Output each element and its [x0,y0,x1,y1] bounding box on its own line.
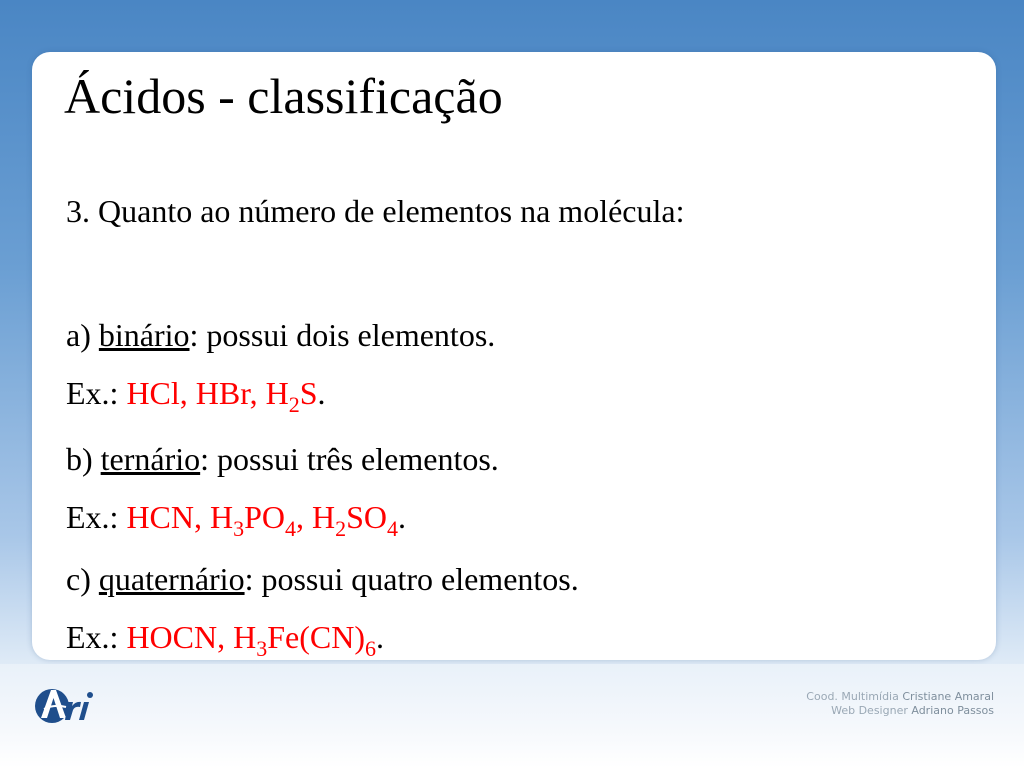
example-binary [66,374,326,417]
item-ternary [66,440,499,478]
example-ternary [66,498,407,541]
example-formulas: HCl, HBr, $H_2S$ [126,375,318,417]
example-quaternary [66,618,384,661]
item-description: : possui dois elementos. [189,317,496,353]
logo-i-icon [79,702,89,720]
example-formulas: HOCN, $H_3Fe(CN)_6$ [126,619,376,661]
credit-line-2: Web Designer Adriano Passos [831,704,994,717]
example-formulas: HCN, $H_3PO_4$, $H_2SO_4$ [126,499,399,541]
slide-title: Ácidos - classificação [64,68,503,124]
example-label: Ex.: [66,499,127,535]
example-end: . [398,499,407,535]
credit-line-1: Cood. Multimídia Cristiane Amaral [806,690,994,703]
item-description: : possui quatro elementos. [244,561,579,597]
item-term: ternário [100,441,201,477]
heading-text: 3. Quanto ao número de elementos na molécula: [66,193,685,229]
item-binary [66,316,495,354]
item-prefix: a) [66,317,99,353]
item-prefix: c) [66,561,99,597]
example-end: . [317,375,326,411]
item-term: binário [98,317,190,353]
item-term: quaternário [98,561,245,597]
item-quaternary [66,560,579,598]
item-prefix: b) [66,441,101,477]
example-label: Ex.: [66,375,127,411]
example-label: Ex.: [66,619,127,655]
example-end: . [375,619,384,655]
ari-logo [32,680,128,728]
credits [806,690,994,718]
item-description: : possui três elementos. [200,441,499,477]
